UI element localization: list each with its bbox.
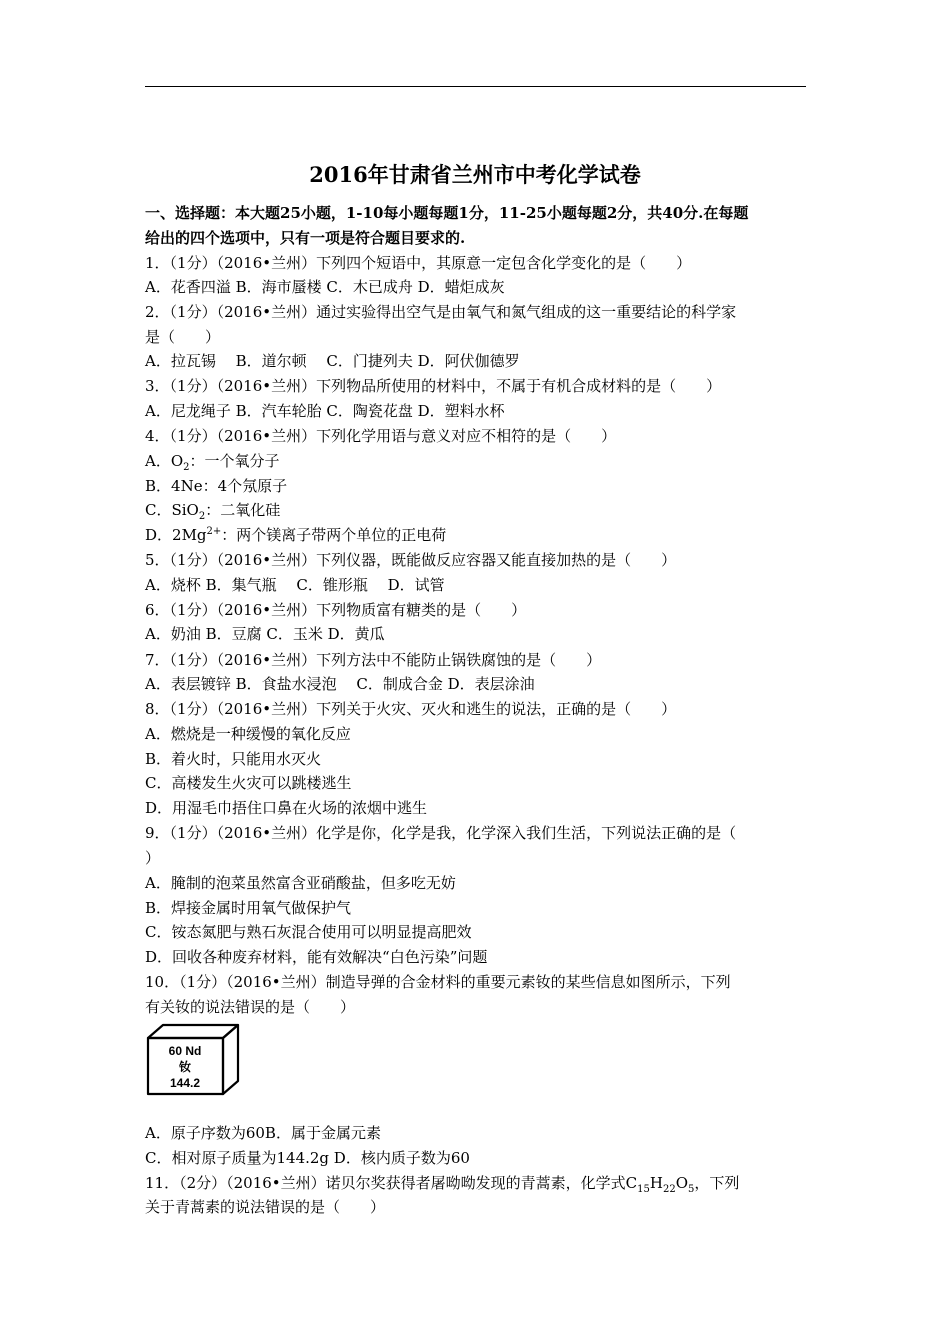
section-heading-line2: 给出的四个选项中，只有一项是符合题目要求的. [145, 229, 466, 247]
q1-stem: 1．（1分）（2016•兰州）下列四个短语中，其原意一定包含化学变化的是（ ） [145, 254, 692, 272]
q2-options: A．拉瓦锡 B．道尔顿 C．门捷列夫 D．阿伏伽德罗 [145, 352, 520, 370]
q8-stem: 8．（1分）（2016•兰州）下列关于火灾、灭火和逃生的说法，正确的是（ ） [145, 700, 677, 718]
q8-option-d: D．用湿毛巾捂住口鼻在火场的浓烟中逃生 [145, 799, 428, 817]
q9-option-c: C．铵态氮肥与熟石灰混合使用可以明显提高肥效 [145, 923, 472, 941]
q4-option-b: B．4Ne：4个氖原子 [145, 477, 288, 495]
q3-stem: 3．（1分）（2016•兰州）下列物品所使用的材料中，不属于有机合成材料的是（ ） [145, 377, 722, 395]
q7-stem: 7．（1分）（2016•兰州）下列方法中不能防止锅铁腐蚀的是（ ） [145, 651, 602, 669]
element-mass: 144.2 [169, 1076, 201, 1090]
q7-options: A．表层镀锌 B．食盐水浸泡 C．制成合金 D．表层涂油 [145, 675, 535, 693]
q1-options: A．花香四溢 B．海市蜃楼 C．木已成舟 D．蜡炬成灰 [145, 278, 505, 296]
q9-option-a: A．腌制的泡菜虽然富含亚硝酸盐，但多吃无妨 [145, 874, 456, 892]
neodymium-element-card [145, 1021, 241, 1099]
q11-stem-line1: 11．（2分）（2016•兰州）诺贝尔奖获得者屠呦呦发现的青蒿素，化学式$C_{15}H_{22}O_5$，下列 [145, 1174, 740, 1195]
q8-option-a: A．燃烧是一种缓慢的氧化反应 [145, 725, 351, 743]
q9-stem-line2: ） [145, 849, 161, 867]
q6-stem: 6．（1分）（2016•兰州）下列物质富有糖类的是（ ） [145, 601, 527, 619]
q4-stem: 4．（1分）（2016•兰州）下列化学用语与意义对应不相符的是（ ） [145, 427, 617, 445]
q8-option-b: B．着火时，只能用水灭火 [145, 750, 322, 768]
element-name: 钕 [178, 1060, 192, 1074]
page-title: 2016年甘肃省兰州市中考化学试卷 [309, 162, 641, 187]
q5-options: A．烧杯 B．集气瓶 C．锥形瓶 D．试管 [145, 576, 445, 594]
q4-option-a: A．$O_2$：一个氧分子 [145, 452, 280, 473]
q8-option-c: C．高楼发生火灾可以跳楼逃生 [145, 774, 352, 792]
q10-stem-line1: 10．（1分）（2016•兰州）制造导弹的合金材料的重要元素钕的某些信息如图所示，下列 [145, 973, 731, 991]
q10-options-cd: C．相对原子质量为144.2g D．核内质子数为60 [145, 1149, 470, 1167]
q4-option-c: C．SiO$_2$：二氧化硅 [145, 501, 281, 522]
header-rule [145, 86, 806, 87]
q10-stem-line2: 有关钕的说法错误的是（ ） [145, 998, 356, 1016]
q11-stem-line2: 关于青蒿素的说法错误的是（ ） [145, 1198, 386, 1216]
q9-option-b: B．焊接金属时用氧气做保护气 [145, 899, 352, 917]
q9-option-d: D．回收各种废弃材料，能有效解决“白色污染”问题 [145, 948, 488, 966]
element-number-symbol: 60 Nd [168, 1044, 202, 1058]
q10-options-ab: A．原子序数为60B．属于金属元素 [145, 1124, 381, 1142]
q6-options: A．奶油 B．豆腐 C．玉米 D．黄瓜 [145, 625, 385, 643]
q3-options: A．尼龙绳子 B．汽车轮胎 C．陶瓷花盘 D．塑料水杯 [145, 402, 505, 420]
section-heading-line1: 一、选择题：本大题25小题，1-10每小题每题1分，11-25小题每题2分，共40分.在每题 [145, 204, 749, 222]
q5-stem: 5．（1分）（2016•兰州）下列仪器，既能做反应容器又能直接加热的是（ ） [145, 551, 677, 569]
q2-stem-line1: 2．（1分）（2016•兰州）通过实验得出空气是由氧气和氮气组成的这一重要结论的科学家 [145, 303, 737, 321]
q2-stem-line2: 是（ ） [145, 328, 221, 346]
q9-stem-line1: 9．（1分）（2016•兰州）化学是你，化学是我，化学深入我们生活，下列说法正确的是（ [145, 824, 737, 842]
q4-option-d: D．$2Mg^{2+}$：两个镁离子带两个单位的正电荷 [145, 526, 447, 544]
